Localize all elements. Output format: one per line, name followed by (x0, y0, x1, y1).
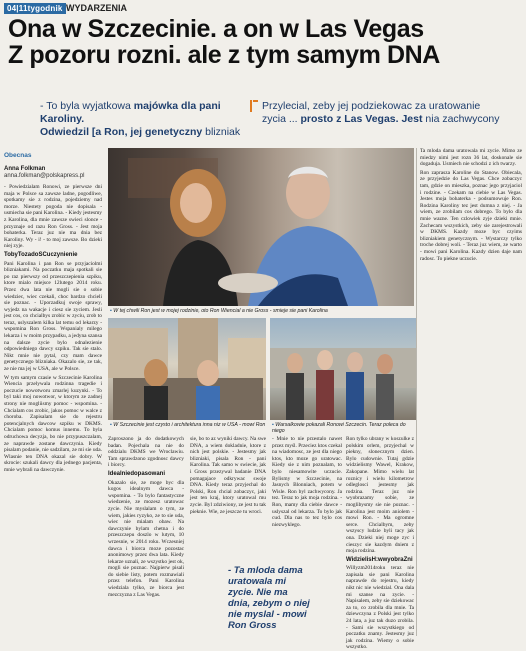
column-4-body: - Mnie to nie przestalo nawet przez myśl. Przeciez ktos czekal na wiadomosc, ze jest dla niego ktos, kto moze go uratowac. Kiedy sie z nim poznalam, to bylo niesamowite uczucie. Bylismy w Szczecinie, na Jasnych Blonniach, potem w Wisle. Ron byl zachwycony. Ja tez. Teraz to jak moja rodzina. - Ron, mamy dla ciebie dawce - uslyszal od lekarza. To bylo jak cud. Dla nas to tez bylo cos niezwyklego. (272, 436, 342, 528)
byline (4, 166, 104, 180)
lead-vegas: prosto z Las Vegas. Jest (300, 113, 423, 125)
caption-main-text: W tej chwili Ron jest w mojej rodzinie, oto Ron Wiencial a nie Gross - smieje sie pani Karolina (113, 308, 328, 314)
lead-life: zycia ... (262, 113, 301, 125)
headline-line-1: Ona w Szczecinie. a on w Las Vegas (8, 15, 424, 43)
section-label: WYDARZENIA (66, 3, 127, 13)
lead-twin: blizniak (202, 126, 241, 138)
lead-charmed: nia zachwycony (422, 113, 500, 125)
city-photo (108, 318, 266, 420)
orange-marker-icon (250, 100, 258, 112)
column-divider (416, 148, 417, 636)
column-2 (108, 436, 184, 636)
masthead (4, 2, 522, 16)
caption-family-text: Warsalkowie pokazali Ronowi Szczecin. Teraz poleca do niego (272, 422, 406, 434)
family-photo-scene (270, 318, 416, 420)
column-3 (190, 436, 266, 560)
lead-ron: [a Ron, jej genetyczny (91, 126, 203, 138)
column-1-body-2: W tym samym czasie w Szczecinie Karolina Wiencia przelywala rodzinna tragedie i poczucie nowotworu zmarlej kuzynki. - To byl taki moj nowotwor, w ktorym ze zadnej strony nie mogliismy pomoc - wspomina. - Chcialam cos zrobic, jakos pomoc w walce z choroba. Zapisalam sie do rejestru potencjalnych dawcow szpiku w DKMS. Chcialam pomoc komus innemu. To byla odruchowa decyzja, bo nie przypuszczalam, ze naprawde zostane dawczynia. Kiedy pisalam podanie, nie sadzilam, ze mi sie uda. Wlasnie ten DNA okazal sie dobry. W skrocie: szukali dawcy dla jednego pacjenta, mnie wybrali na dawczynie. (4, 374, 102, 473)
brand-logo: 04|11tygodnik (4, 3, 66, 14)
caption-city: ▪ W Szczecinie jest czysto i architektura inna niz w USA - mowi Ron (110, 422, 266, 428)
family-photo (270, 318, 416, 420)
column-4 (272, 436, 342, 636)
main-photo (108, 148, 414, 306)
caption-main: ▪ W tej chwili Ron jest w mojej rodzinie, oto Ron Wiencial a nie Gross - smieje sie pani Karolina (110, 308, 328, 314)
column-5-subheading: WidzielisH:wwyobraZni (346, 556, 413, 563)
main-photo-scene (108, 148, 414, 306)
lead-thanks: Przylecial, zeby jej podziekowac za uratowanie (262, 100, 481, 112)
column-2-intro: Zaproszono ja do dodatkowych badan. Pojechala na nie do oddzialu DKMS we Wroclawiu. Tam sprawdzono zgodnosc dawcy i biorcy. (108, 436, 184, 469)
pull-quote: - Ta mloda dama uratowala mi zycie. Nie ma dnia, zebym o niej nie myslal - mowi Ron Gross (228, 565, 310, 631)
column-1-body: Pani Karolina i pan Ron se przyjaciolmi blizniakami. Na poczatku maja spotkali sie po raz pierwszy od przeszczepienia szpiku, ktore mialo miejsce 12lutego 2014 roku. Przez dwa lata nie mogli sie o sobie wiedziec, wiec czekali, choc bardzo chcieli sie poznac. - Uporzadkuj swoje sprawy, wyjedz na wakacje i ciesz sie zyciem. Jesli jest cos, co chcialbys zrobic w zyciu, zrob to teraz, uslyszalem kilka lat temu od lekarzy - wspomina Ron Gross. Wspanialy milego lekarza i w moim przypadku, a jedyna szansa na dalsze zycie bylo odnalezienie odpowiedniego dawcy szpiku. Tak sie stalo. Nikt mnie nie pytal, czy mam dawce genetycznego blizniaka. Okazalo sie, ze tak, ze nie ma jej w USA, ale w Polsce. (4, 260, 102, 373)
column-1-subheading: TobyTozadoSCuczynienie (4, 251, 78, 258)
column-5-intro: Ron tylko ubrany w koszulke z polskim orlem, przyjechal w piekny, slonecznym dzien. Bylo cudownie. Tutaj gdzie widzielismy Wawel, Krakow, Zakopane. Mimo wielu lat roznicy i wielu kilometrow odleglosci jestesmy jak rodzina. Teraz juz nie wyobrazamy sobie, ze moglibysmy sie nie poznac. - Karolina jest moim aniolem - mowi Ron. - Ma ogromne serce. Chcialbym, zeby wszyscy ludzie byli tacy jak ona. Dzieki niej moge zyc i cieszyc sie kazdym dniem z moja rodzina. (346, 436, 414, 555)
column-3-body: sie, bo to az wyniki dawcy. Na swe DNA, a wiem dokladnie, ktore z nich jest polskie. - Jestesmy jak blizniaki, pisala Ron - pani Karolina. Tak samo w swiecie, jak i Gross przezywal badanie DNA pomagajace odkrywac swoje DNA. Kiedy teraz przyjechal do Polski, Ron chcial zobaczyc, jaki jest ten kraj, ktory uratowal mu zycie. Byl zdziwiony, ze jest tu tak pieknie. Wie, ze jeszcze tu wroci. (190, 436, 266, 515)
lead-visit: Odwiedzil (40, 126, 92, 138)
column-2-subheading: Idealniedopasowani (108, 470, 166, 477)
city-photo-scene (108, 318, 266, 420)
column-2-body: Okazalo sie, ze moge byc dla kogos idealnym dawca - wspomina. - To bylo fantastyczne wiedzenie, ze mozesz uratowac zycie. Nie myslalam o tym, ze wiem, jakies ryzyko, ze to sie uda, wiec nie mialam obaw. Na dawczynie bylam chetna i do przeszczepu doszlo w lutym, 10 wrzesnie, w 2014 roku. Wczesniej dawca i biorca moze pozostac anonimowy przez dwa lata. Kiedy lekarze uznali, ze wszystko jest ok, mogli sie poznac. Najpierw pisali do siebie listy, potem rozmawiali przez telefon. Pani Karolina wiedziala tylko, ze biorca jest mezczyzna z Las Vegas. (108, 479, 184, 598)
lead-left (40, 100, 258, 139)
lead-right (262, 100, 522, 126)
column-6-body: Ron zaprasza Karoline do Stanow. Obiecala, ze przyjedzie do Las Vegas. Chce zobaczyc tam, gdzie on mieszka, poznac jego przyjaciol i rodzine. - Czekam na ciebie w Las Vegas. Jestes moja bohaterka - podsumowuje Ron. Rodzina Karoliny tez jest dumna z niej. - Ja wiem, ze zrobilam cos dobrego. To bylo dla mnie wazne. Ten czlowiek zyje dzieki mnie. Zachecam wszystkich, zeby sie zarejestrowali w DKMS. Kazdy moze byc czyims blizniakiem genetycznym. - Wystarczy tylko troche dobrej woli. - Teraz juz wiem, ze warto - mowi pani Karolina. Kazdy dzien daje nam radosc. To piekne uczucie. (420, 169, 522, 262)
column-1-intro: - Powiedzialam Ronowi, ze pierwsze dni maja w Polsce sa zawsze ladne, pogodliwe, spotkamy sie z rodzina, pojedziemy nad morze. Niestety pogoda nie dopisala - usmiecha sie pani Karolina. - Kiedy jestesmy z Karolina, dla mnie zawsze swieci slonce - przyznaje od razu Ron Gross. - Jest moja bohaterka. Teraz juz nie ma dnia bez Karoliny. Wy - i! - to moj zawsze. Bo dzieki niej zyje. (4, 184, 102, 250)
caption-family: ▪ Warsalkowie pokazali Ronowi Szczecin. Teraz poleca do niego (272, 422, 406, 434)
lead-prefix: - To byla wyjatkowa (40, 100, 134, 112)
author-name: Anna Folkman (4, 166, 46, 172)
lead-bold: majówka dla pani Karoliny. (40, 100, 221, 125)
column-5-body: Willyzm2014roku teraz nie zapisala sie pani Karolina naprawde do rejestru, kiedy nikt nic nie wiedzial. Ona dala mi szanse na zycie. - Napisalem, zeby sie dziekowac za to, co zrobila dla mnie. Ta dziewczyna z Polski jest tylko 24 lata, a juz tak duzo zrobila. - Sami sie wszystkiego od poczatku znamy. Jestesmy juz jak rodzina. Wiemy o sobie wszystko. (346, 565, 414, 651)
column-label: Obecnas (4, 152, 32, 159)
column-5 (346, 436, 414, 651)
author-email: anna.folkman@polskapress.pl (4, 173, 85, 179)
caption-city-text: W Szczecinie jest czysto i architektura inna niz w USA - mowi Ron (113, 422, 266, 428)
column-1 (4, 184, 102, 636)
column-6 (420, 148, 522, 636)
column-6-intro: Ta mloda dama uratowala mi zycie. Mimo ze miedzy nimi jest rozn 36 lat, doskonale sie dogaduja. Usmiech nie schodzi z ich twarzy. (420, 148, 522, 168)
headline-line-2: Z pozoru rozni. ale z tym samym DNA (8, 41, 440, 69)
